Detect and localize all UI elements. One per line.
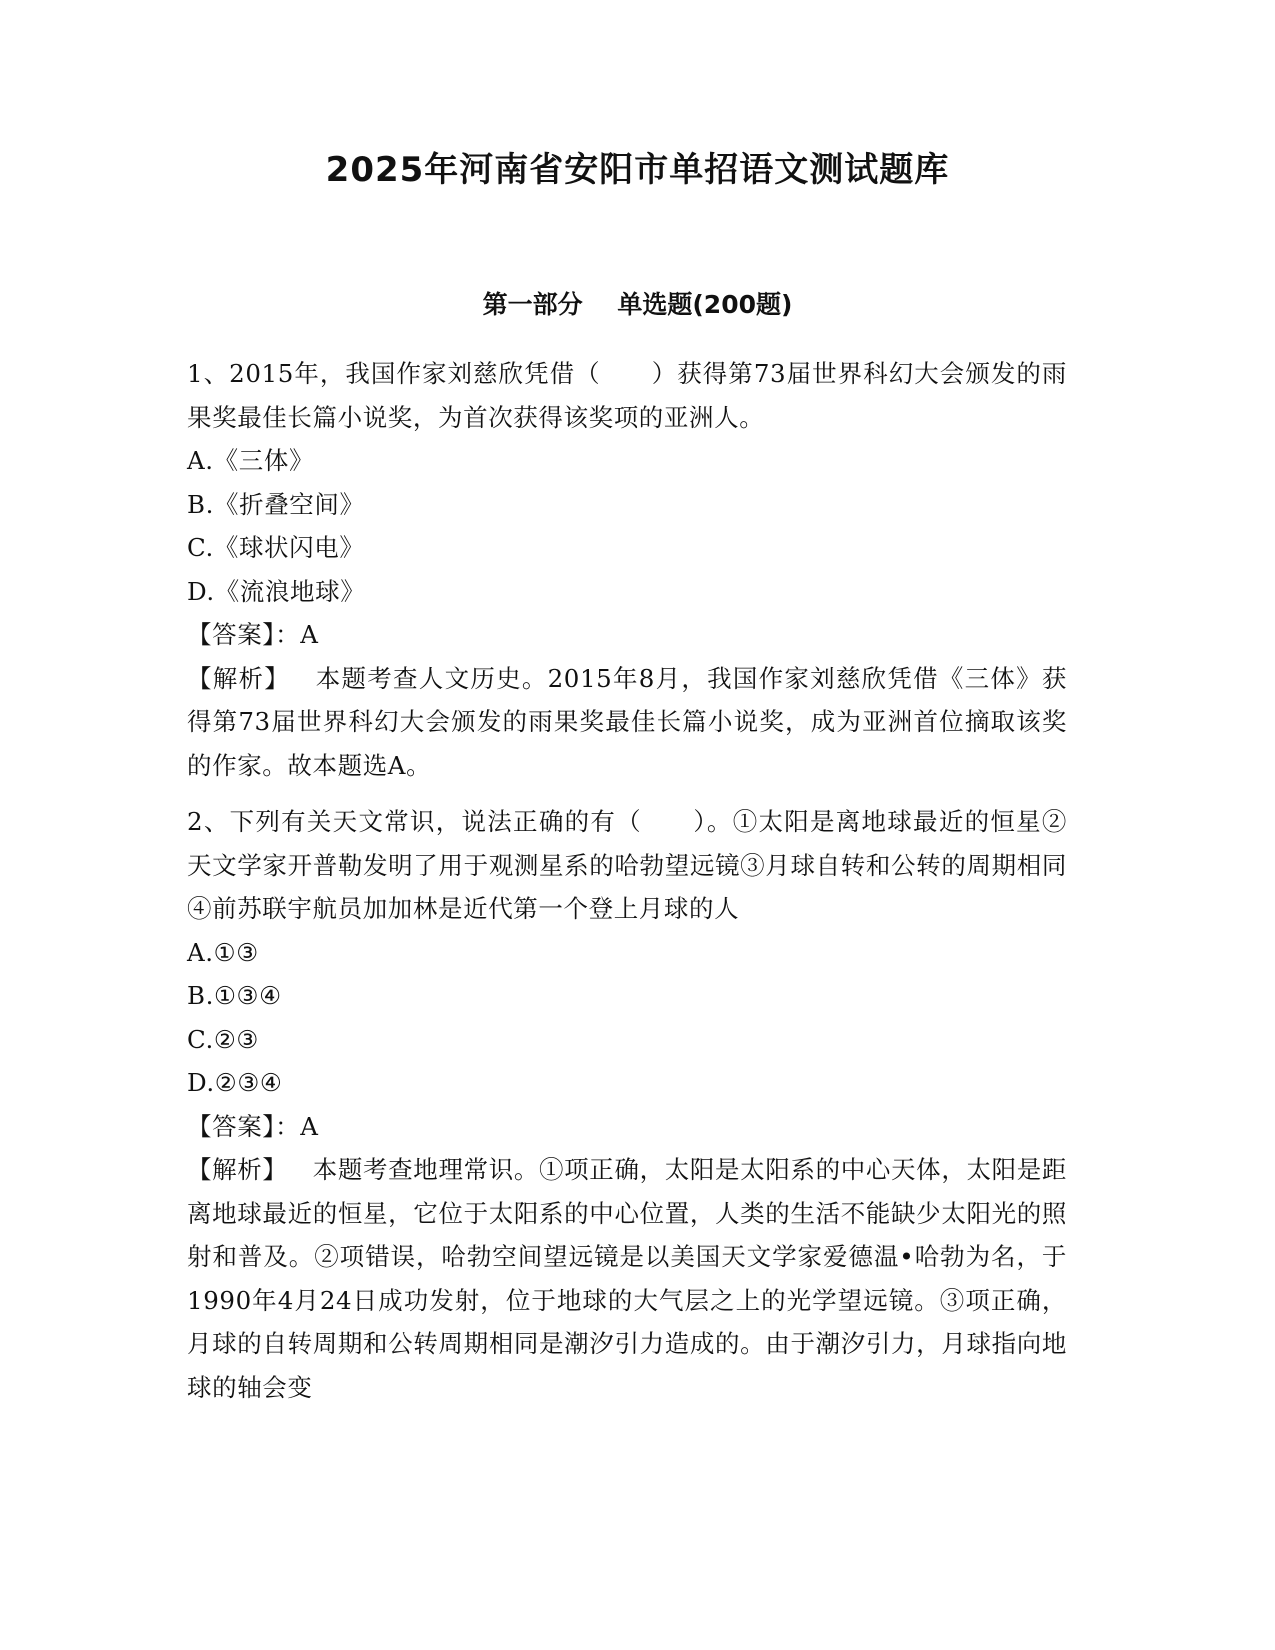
option-c: C.《球状闪电》 bbox=[187, 533, 365, 562]
option-b: B.《折叠空间》 bbox=[187, 489, 365, 519]
explanation bbox=[187, 657, 1067, 788]
question-stem: 2、下列有关天文常识，说法正确的有（ ）。①太阳是离地球最近的恒星②天文学家开普勒发明了用于观测星系的哈勃望远镜③月球自转和公转的周期相同④前苏联宇航员加加林是近代第一个登上月球的人 bbox=[187, 807, 1067, 923]
answer-label: 【答案】： bbox=[187, 620, 301, 649]
option-a: A.《三体》 bbox=[187, 446, 315, 475]
question-1 bbox=[187, 352, 1067, 787]
answer-line bbox=[187, 613, 1067, 657]
answer-label: 【答案】： bbox=[187, 1111, 301, 1141]
question-list bbox=[187, 352, 1067, 1409]
explanation-text: 本题考查人文历史。2015年8月，我国作家刘慈欣凭借《三体》获得第73届世界科幻大会颁发的雨果奖最佳长篇小说奖，成为亚洲首位摘取该奖的作家。故本题选A。 bbox=[187, 663, 1067, 780]
answer-line bbox=[187, 1105, 1067, 1149]
answer-value: A bbox=[300, 620, 319, 649]
option-d: D.②③④ bbox=[187, 1068, 283, 1097]
document-title: 2025年河南省安阳市单招语文测试题库 bbox=[325, 150, 950, 190]
explanation-label: 【解析】 bbox=[187, 1155, 288, 1184]
explanation-label: 【解析】 bbox=[187, 663, 291, 693]
option-d: D.《流浪地球》 bbox=[187, 576, 366, 606]
option-c: C.②③ bbox=[187, 1024, 259, 1054]
section-title: 第一部分 单选题(200题) bbox=[482, 290, 793, 319]
question-stem: 1、2015年，我国作家刘慈欣凭借（ ）获得第73届世界科幻大会颁发的雨果奖最佳长篇小说奖，为首次获得该奖项的亚洲人。 bbox=[187, 359, 1067, 432]
question-2 bbox=[187, 800, 1067, 1409]
option-b: B.①③④ bbox=[187, 981, 282, 1010]
explanation bbox=[187, 1148, 1067, 1409]
answer-value: A bbox=[300, 1111, 319, 1141]
option-a: A.①③ bbox=[187, 937, 259, 967]
explanation-text: 本题考查地理常识。①项正确，太阳是太阳系的中心天体，太阳是距离地球最近的恒星，它位于太阳系的中心位置，人类的生活不能缺少太阳光的照射和普及。②项错误，哈勃空间望远镜是以美国天文学家爱德温•哈勃为名，于1990年4月24日成功发射，位于地球的大气层之上的光学望远镜。③项正确，月球的自转周期和公转周期相同是潮汐引力造成的。由于潮汐引力，月球指向地球的轴会变 bbox=[187, 1155, 1067, 1402]
